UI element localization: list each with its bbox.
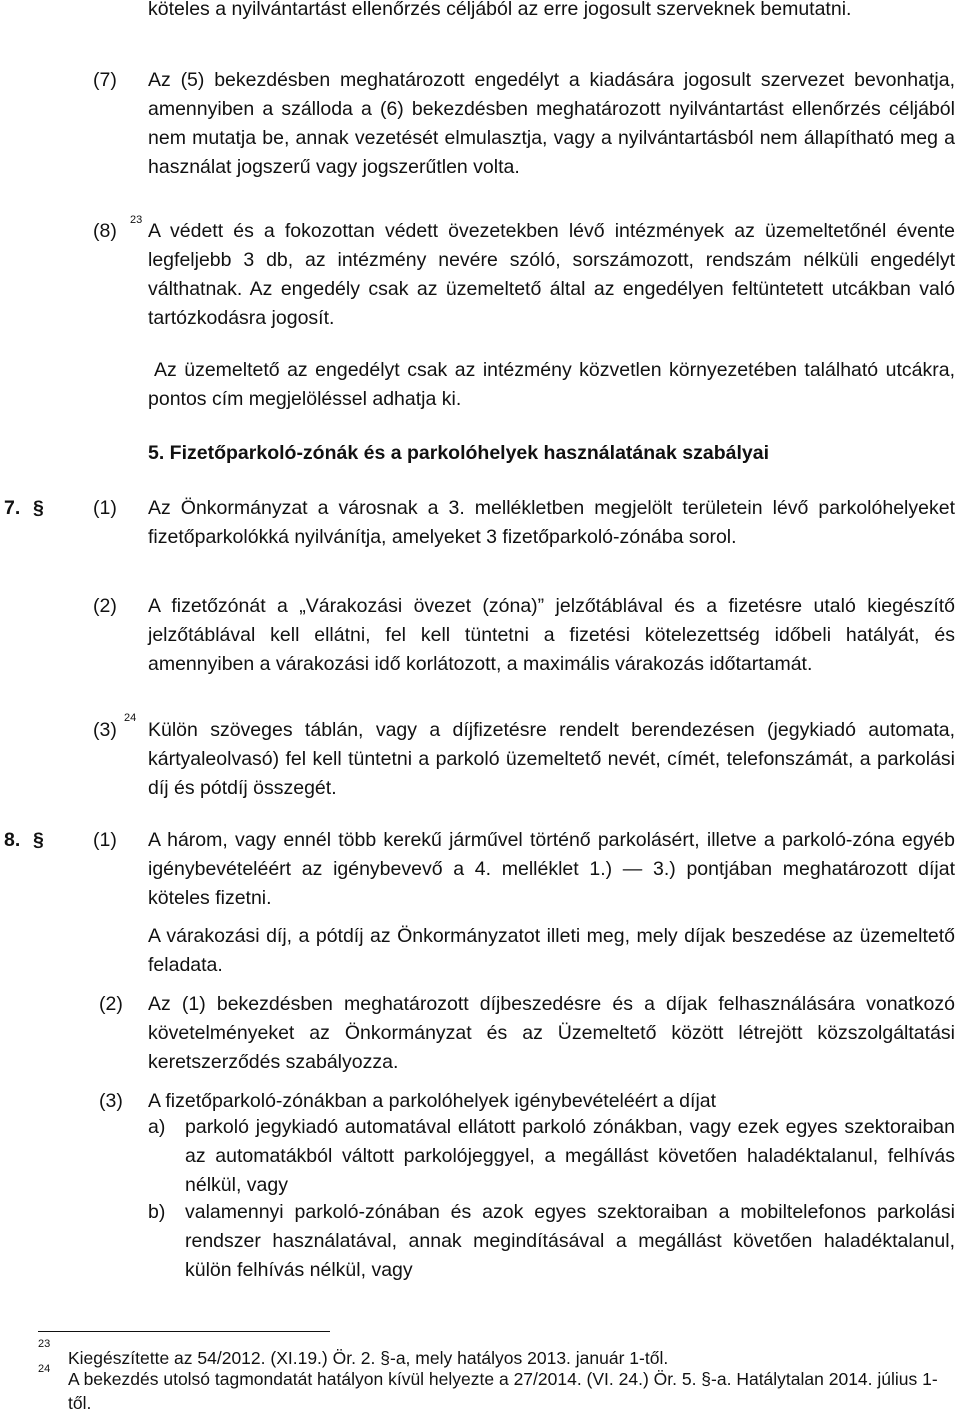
s8-paragraph-3-text: A fizetőparkoló-zónákban a parkolóhelyek igénybevételéért a díjat xyxy=(148,1090,717,1112)
s7-paragraph-1-text: Az Önkormányzat a városnak a 3. mellékletben megjelölt területein lévő parkolóhelyeket fizetőparkolókká nyilvánítja, amelyeket 3 fizetőparkoló-zónába sorol. xyxy=(148,497,955,548)
paragraph-7-label: (7) xyxy=(93,69,117,91)
section-heading-5: 5. Fizetőparkoló-zónák és a parkolóhelyek használatának szabályai xyxy=(148,442,769,464)
paragraph-6-continuation: köteles a nyilvántartást ellenőrzés céljából az erre jogosult szerveknek bemutatni. xyxy=(148,0,852,20)
section-8-number: 8. xyxy=(4,829,21,851)
s8-point-a-label: a) xyxy=(148,1116,166,1138)
s8-paragraph-1-label: (1) xyxy=(93,829,117,851)
footnote-separator xyxy=(38,1331,330,1332)
paragraph-8-text-2: Az üzemeltető az engedélyt csak az intézmény közvetlen környezetében található utcákra, pontos cím megjelöléssel adhatja ki. xyxy=(148,359,955,410)
paragraph-7-text: Az (5) bekezdésben meghatározott engedélyt a kiadására jogosult szervezet bevonhatja, amennyiben a szálloda a (6) bekezdésben meghatározott nyilvántartást ellenőrzés céljából nem mutatja be, annak vezetését elmulasztja, vagy a nyilvántartásból nem állapítható meg a használat jogszerű vagy jogszerűtlen volta. xyxy=(148,69,955,178)
s8-paragraph-2-label: (2) xyxy=(99,993,123,1015)
s7-paragraph-2-text: A fizetőzónát a „Várakozási övezet (zóna)” jelzőtáblával és a fizetésre utaló kiegészítő jelzőtáblával kell ellátni, fel kell tüntetni a fizetési kötelezettség időbeli hatályát, és amennyiben a várakozási idő korlátozott, a maximális várakozás időtartamát. xyxy=(148,595,955,675)
s8-paragraph-2-text: Az (1) bekezdésben meghatározott díjbeszedésre és a díjak felhasználására vonatkozó követelményeket az Önkormányzat és az Üzemeltető között létrejött közszolgáltatási keretszerződés szabályozza. xyxy=(148,993,955,1073)
footnote-23-number: 23 xyxy=(38,1338,51,1350)
footnote-23-text: Kiegészítette az 54/2012. (XI.19.) Ör. 2. §-a, mely hatályos 2013. január 1-től. xyxy=(68,1348,669,1368)
s8-point-b-label: b) xyxy=(148,1201,166,1223)
s8-paragraph-1b-text: A várakozási díj, a pótdíj az Önkormányzatot illeti meg, mely díjak beszedése az üzemeltető feladata. xyxy=(148,925,955,976)
s8-paragraph-3-label: (3) xyxy=(99,1090,123,1112)
s7-paragraph-3-text: Külön szöveges táblán, vagy a díjfizetésre rendelt berendezésen (jegykiadó automata, kártyaleolvasó) fel kell tüntetni a parkoló üzemeltető nevét, címét, telefonszámát, a parkolási díj és pótdíj összegét. xyxy=(148,719,955,799)
s8-point-b-text: valamennyi parkoló-zónában és azok egyes szektoraiban a mobiltelefonos parkolási rendszer használatával, annak megindításával a megállást követően haladéktalanul, külön felhívás nélkül, vagy xyxy=(185,1201,955,1281)
s7-paragraph-3-label: (3) xyxy=(93,719,117,741)
section-symbol-8: § xyxy=(33,829,44,851)
footnote-24-number: 24 xyxy=(38,1363,51,1375)
footnote-24-text: A bekezdés utolsó tagmondatát hatályon kívül helyezte a 27/2014. (VI. 24.) Ör. 5. §-a. Hatálytalan 2014. július 1-től. xyxy=(68,1369,938,1413)
s7-paragraph-1-label: (1) xyxy=(93,497,117,519)
s8-point-a-text: parkoló jegykiadó automatával ellátott parkoló zónákban, vagy ezek egyes szektoraiban az automatákból váltott parkolójeggyel, a megállást követően haladéktalanul, felhívás nélkül, vagy xyxy=(185,1116,955,1196)
section-symbol-7: § xyxy=(33,497,44,519)
section-7-number: 7. xyxy=(4,497,21,519)
paragraph-8-label: (8) xyxy=(93,220,117,242)
paragraph-8-text: A védett és a fokozottan védett övezetekben lévő intézmények az üzemeltetőnél évente legfeljebb 3 db, az intézmény nevére szóló, sorszámozott, rendszám nélküli engedélyt válthatnak. Az engedély csak az üzemeltető által az engedélyen feltüntetett utcákban való tartózkodásra jogosít. xyxy=(148,220,955,329)
footnote-ref-24[interactable]: 24 xyxy=(124,712,137,724)
s8-paragraph-1-text: A három, vagy ennél több kerekű járművel történő parkolásért, illetve a parkoló-zóna egyéb igénybevételéért az igénybevevő a 4. melléklet 1.) — 3.) pontjában meghatározott díjat köteles fizetni. xyxy=(148,829,955,909)
s7-paragraph-2-label: (2) xyxy=(93,595,117,617)
footnote-ref-23[interactable]: 23 xyxy=(130,214,143,226)
